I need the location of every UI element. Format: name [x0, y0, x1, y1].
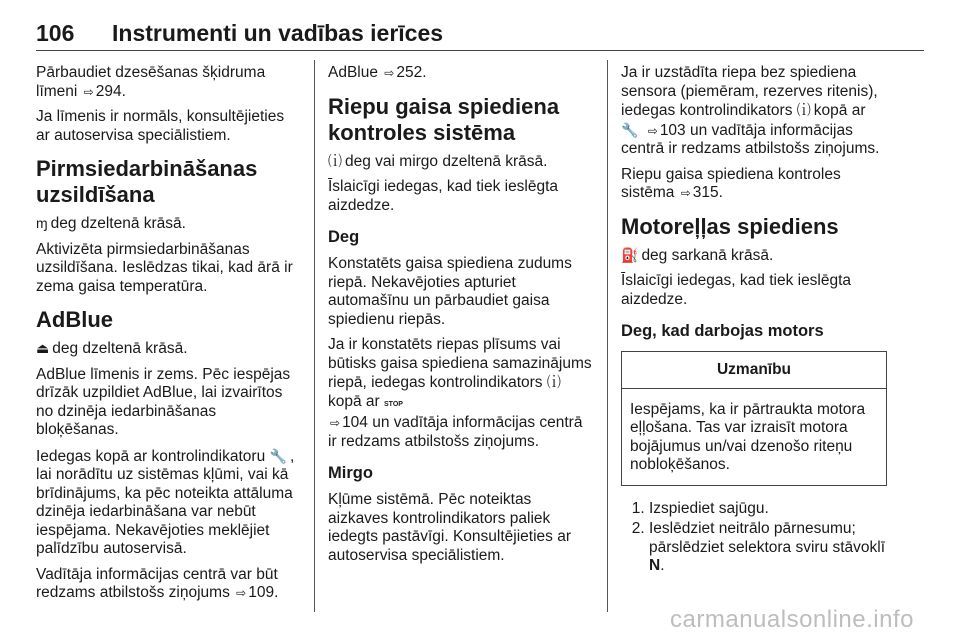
paragraph: Konstatēts gaisa spiediena zudums riepā. Nekavējoties apturiet automašīnu un pārbaudiet gaisa spiedienu riepās. — [328, 255, 572, 328]
page-ref[interactable]: 315. — [692, 184, 723, 201]
list-item: 2. Ieslēdziet neitrālo pārnesumu; pārslēdziet selektora sviru stāvoklī N. — [649, 520, 887, 576]
tire-pressure-icon: ⒤ — [546, 374, 561, 390]
paragraph: Īslaicīgi iedegas, kad tiek ieslēgta aizdedze. — [328, 178, 559, 214]
paragraph: ⒤ deg vai mirgo dzeltenā krāsā. — [328, 152, 548, 170]
column-middle — [328, 64, 592, 572]
header-divider — [36, 50, 924, 51]
paragraph: AdBlue ⇨ 252. — [328, 64, 427, 81]
arrow-ref-icon: ⇨ — [330, 416, 341, 430]
oil-can-icon: ⛽ — [621, 246, 639, 263]
page-ref[interactable]: 103 — [659, 121, 686, 139]
section-heading-preheat: Pirmsiedarbināšanas uzsildīšana — [36, 156, 258, 207]
page-title: Instrumenti un vadības ierīces — [112, 20, 444, 46]
page-header — [36, 20, 924, 50]
caution-box — [621, 351, 887, 486]
glow-plug-icon: ɱ — [36, 215, 48, 231]
subheading-running: Deg, kad darbojas motors — [621, 322, 824, 340]
column-right — [621, 64, 887, 578]
paragraph: Aktivizēta pirmsiedarbināšanas uzsildīšana. Ieslēdzas tikai, kad ārā ir zema gaisa temperatūra. — [36, 240, 293, 295]
steps-list — [621, 500, 887, 576]
page-ref[interactable]: 294. — [95, 82, 126, 100]
watermark: carmanualsonline.info — [670, 606, 914, 633]
tire-pressure-icon: ⒤ — [328, 152, 342, 169]
section-heading-tpms: Riepu gaisa spiediena kontroles sistēma — [328, 93, 560, 145]
arrow-ref-icon: ⇨ — [83, 84, 94, 99]
paragraph: Ja līmenis ir normāls, konsultējieties ar autoservisa speciālistiem. — [36, 108, 285, 144]
caution-text: Iespējams, ka ir pārtraukta motora eļļošana. Tas var izraisīt motora bojājumus un/vai dzenošo riteņu nobloķēšanos. — [630, 400, 866, 473]
column-divider — [314, 60, 315, 612]
page-ref[interactable]: 104 — [342, 414, 368, 431]
page-ref[interactable]: 109. — [248, 584, 279, 601]
column-divider — [607, 60, 608, 612]
arrow-ref-icon: ⇨ — [384, 66, 395, 80]
section-heading-adblue: AdBlue — [36, 307, 113, 332]
paragraph: Ja ir uzstādīta riepa bez spiediena sensora (piemēram, rezerves ritenis), iedegas kontrolindikators ⒤ kopā ar 🔧 ⇨ 103 un vadītāja informācijas centrā ir redzams atbilstošs ziņojums. — [621, 64, 880, 157]
paragraph: ɱ deg dzeltenā krāsā. — [36, 215, 186, 232]
page-ref[interactable]: 252. — [396, 64, 427, 81]
column-left — [36, 64, 302, 610]
page-number: 106 — [36, 20, 75, 46]
paragraph: Ja ir konstatēts riepas plīsums vai būtisks gaisa spiediena samazinājums riepā, iedegas kontrolindikators ⒤kopā ar STOP ⇨ 104 un vadītāja informācijas centrā ir redzams atbilstošs ziņojums. — [328, 336, 592, 450]
tire-pressure-icon: ⒤ — [796, 102, 811, 118]
paragraph: ⏏ deg dzeltenā krāsā. — [36, 340, 188, 357]
service-wrench-icon: 🔧 — [269, 447, 287, 464]
subheading-mirgo: Mirgo — [328, 464, 373, 482]
paragraph: Vadītāja informācijas centrā var būt redzams atbilstošs ziņojums ⇨ 109. — [36, 565, 279, 601]
stop-icon: STOP — [384, 400, 403, 408]
adblue-icon: ⏏ — [36, 340, 50, 356]
paragraph: Iedegas kopā ar kontrolindikatoru 🔧 , lai norādītu uz sistēmas kļūmi, vai kā brīdinājums, ka pēc noteikta attāluma dzinēja iedarbināšana var nebūt iespējama. Nekavējoties meklējiet palīdzību autoservisā. — [36, 447, 295, 557]
paragraph: AdBlue līmenis ir zems. Pēc iespējas drīzāk uzpildiet AdBlue, lai izvairītos no dzinēja iedarbināšanas bloķēšanas. — [36, 365, 291, 438]
subheading-deg: Deg — [328, 228, 360, 246]
paragraph: ⛽ deg sarkanā krāsā. — [621, 246, 774, 264]
arrow-ref-icon: ⇨ — [647, 123, 658, 138]
arrow-ref-icon: ⇨ — [680, 186, 691, 200]
caution-title: Uzmanību — [622, 352, 886, 389]
paragraph: Riepu gaisa spiediena kontroles sistēma ⇨ 315. — [621, 165, 841, 201]
arrow-ref-icon: ⇨ — [236, 586, 247, 600]
paragraph: Pārbaudiet dzesēšanas šķidruma līmeni ⇨ 294. — [36, 64, 266, 100]
service-wrench-icon: 🔧 — [621, 121, 639, 138]
section-heading-oil: Motoreļļas spiediens — [621, 213, 839, 239]
paragraph: Īslaicīgi iedegas, kad tiek ieslēgta aizdedze. — [621, 272, 852, 308]
paragraph: Kļūme sistēmā. Pēc noteiktas aizkaves kontrolindikators paliek iedegts pastāvīgi. Konsultējieties ar autoservisa speciālistiem. — [328, 491, 571, 564]
list-item: 1. Izspiediet sajūgu. — [649, 500, 887, 519]
